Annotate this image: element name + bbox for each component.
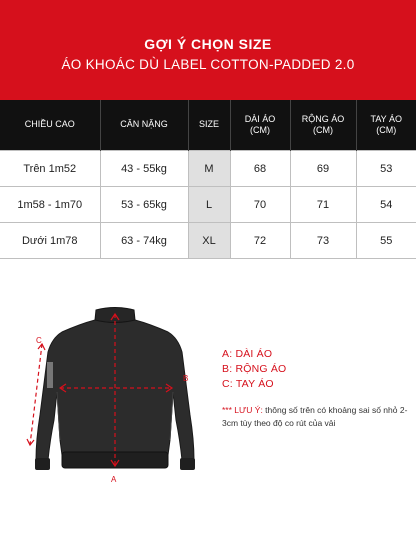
cell-height: Dưới 1m78 (0, 223, 100, 259)
header-banner (0, 0, 416, 100)
cell-weight: 43 - 55kg (100, 151, 188, 187)
cell-length: 72 (230, 223, 290, 259)
table-row (0, 223, 416, 259)
legend-c: C: TAY ÁO (222, 378, 274, 390)
cell-width: 73 (290, 223, 356, 259)
product-name: ÁO KHOÁC DÙ LABEL COTTON-PADDED 2.0 (61, 57, 355, 72)
cell-sleeve: 53 (356, 151, 416, 187)
header-height: CHIỀU CAO (0, 100, 100, 151)
header-size: SIZE (188, 100, 230, 151)
cell-weight: 63 - 74kg (100, 223, 188, 259)
size-note (222, 404, 412, 429)
cell-size: XL (188, 223, 230, 259)
cell-width: 71 (290, 187, 356, 223)
cell-length: 68 (230, 151, 290, 187)
cell-size: L (188, 187, 230, 223)
cell-weight: 53 - 65kg (100, 187, 188, 223)
measurement-legend (222, 347, 286, 392)
cell-height: Trên 1m52 (0, 151, 100, 187)
note-prefix: *** LƯU Ý: (222, 405, 263, 415)
header-sleeve: TAY ÁO (CM) (356, 100, 416, 151)
label-c: C (36, 336, 42, 345)
legend-a: A: DÀI ÁO (222, 348, 273, 360)
cell-sleeve: 55 (356, 223, 416, 259)
legend-b: B: RỘNG ÁO (222, 363, 287, 375)
header-weight: CÂN NẶNG (100, 100, 188, 151)
table-header-row (0, 100, 416, 151)
cell-length: 70 (230, 187, 290, 223)
sleeve-patch (47, 362, 53, 388)
header-length: DÀI ÁO (CM) (230, 100, 290, 151)
table-row (0, 187, 416, 223)
cell-height: 1m58 - 1m70 (0, 187, 100, 223)
cell-width: 69 (290, 151, 356, 187)
page-title: GỢI Ý CHỌN SIZE (144, 36, 272, 52)
label-a: A (111, 475, 117, 484)
size-table (0, 100, 416, 259)
cell-sleeve: 54 (356, 187, 416, 223)
cell-size: M (188, 151, 230, 187)
header-width: RỘNG ÁO (CM) (290, 100, 356, 151)
label-b: B (183, 374, 189, 383)
note-text: thông số trên có khoảng sai số nhỏ 2-3cm tùy theo độ co rút của vải (222, 405, 408, 428)
table-row (0, 151, 416, 187)
